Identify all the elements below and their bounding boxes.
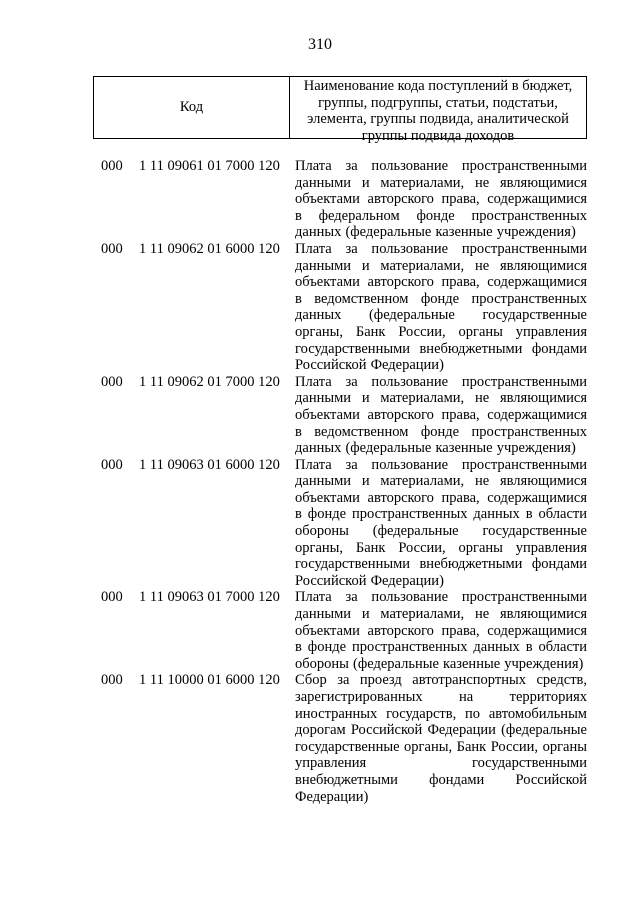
entry-budget-code: 1 11 09061 01 7000 120 [139,158,280,174]
entry-admin-code: 000 [101,240,123,257]
entry-admin-code: 000 [101,589,123,606]
table-header [93,76,587,144]
entry-budget-code: 1 11 09062 01 7000 120 [139,373,280,390]
entry-row [0,672,640,805]
entry-row [0,589,640,672]
entry-row [0,241,640,374]
page-number: 310 [308,36,332,53]
entry-description: Плата за пользование пространственными данными и материалами, не являющимися объектами авторского права, содержащимися в фонде пространственных данных в области обороны (федеральные государственные органы, Банк России, органы управления государственными внебюджетными фондами Российской Федерации) [295,456,587,589]
entry-row [0,374,640,457]
entry-budget-code: 1 11 09063 01 7000 120 [139,589,280,606]
header-code-column: Код [94,77,290,138]
entries-list [0,158,640,805]
header-name-column: Наименование кода поступлений в бюджет, группы, подгруппы, статьи, подстатьи, элемента, группы подвида, аналитической группы подвида доходов [303,78,573,144]
entry-description: Плата за пользование пространственными данными и материалами, не являющимися объектами авторского права, содержащимися в фонде пространственных данных в области обороны (федеральные казенные учреждения) [295,589,587,672]
entry-description: Плата за пользование пространственными данными и материалами, не являющимися объектами авторского права, содержащимися в федеральном фонде пространственных данных (федеральные казенные учреждения) [295,158,587,241]
entry-description: Плата за пользование пространственными данными и материалами, не являющимися объектами авторского права, содержащимися в ведомственном фонде пространственных данных (федеральные казенные учреждения) [295,373,587,457]
entry-budget-code: 1 11 10000 01 6000 120 [139,672,280,689]
entry-row [0,457,640,590]
entry-admin-code: 000 [101,456,123,473]
entry-admin-code: 000 [101,158,123,174]
entry-budget-code: 1 11 09063 01 6000 120 [139,456,280,473]
entry-admin-code: 000 [101,373,123,390]
entry-row [0,158,640,241]
entry-budget-code: 1 11 09062 01 6000 120 [139,240,280,257]
entry-admin-code: 000 [101,672,123,689]
entry-description: Плата за пользование пространственными данными и материалами, не являющимися объектами авторского права, содержащимися в ведомственном фонде пространственных данных (федеральные государственные органы, Банк России, органы управления государственными внебюджетными фондами Российской Федерации) [295,240,587,374]
entry-description: Сбор за проезд автотранспортных средств, зарегистрированных на территориях иностранных государств, по автомобильным дорогам Российской Федерации (федеральные государственные органы, Банк России, органы управления государственными внебюджетными фондами Российской Федерации) [295,672,587,805]
